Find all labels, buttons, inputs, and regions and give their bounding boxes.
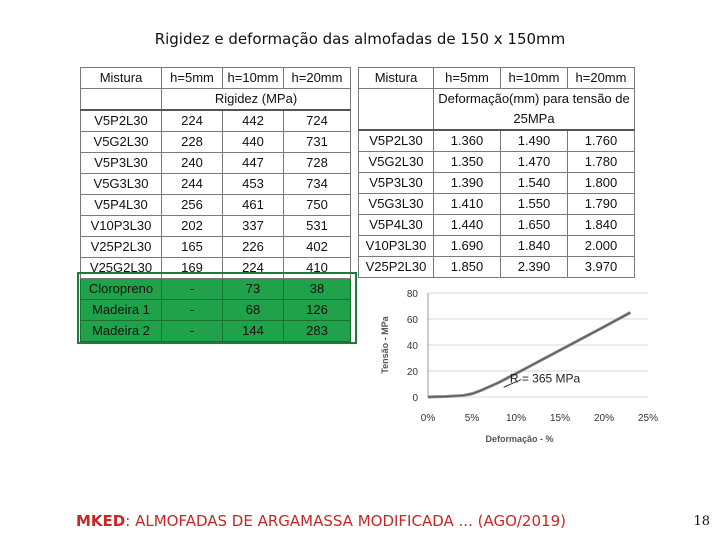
rigidez-header-cell: Mistura <box>81 68 162 89</box>
rigidez-value-cell: 442 <box>223 110 284 132</box>
rigidez-row <box>81 132 351 153</box>
footer-brand: MKED <box>76 512 126 530</box>
deformacao-mix-cell: V10P3L30 <box>359 236 434 257</box>
rigidez-mix-cell: V25P2L30 <box>81 237 162 258</box>
deformacao-value-cell: 1.490 <box>501 130 568 152</box>
rigidez-header-row <box>81 68 351 89</box>
rigidez-value-cell: 144 <box>223 321 284 342</box>
rigidez-value-cell: 240 <box>162 153 223 174</box>
rigidez-value-cell: 410 <box>284 258 351 279</box>
deformacao-header-cell: Mistura <box>359 68 434 89</box>
rigidez-mix-cell: Cloropreno <box>81 279 162 300</box>
rigidez-header-cell: h=5mm <box>162 68 223 89</box>
rigidez-value-cell: 226 <box>223 237 284 258</box>
rigidez-value-cell: 447 <box>223 153 284 174</box>
deformacao-subheader-blank <box>359 89 434 131</box>
rigidez-row <box>81 216 351 237</box>
rigidez-row <box>81 258 351 279</box>
rigidez-value-cell: 531 <box>284 216 351 237</box>
rigidez-header-cell: h=20mm <box>284 68 351 89</box>
rigidez-value-cell: - <box>162 279 223 300</box>
rigidez-value-cell: 283 <box>284 321 351 342</box>
deformacao-subheader-row <box>359 89 635 131</box>
deformacao-value-cell: 1.790 <box>568 194 635 215</box>
rigidez-value-cell: - <box>162 321 223 342</box>
rigidez-value-cell: 734 <box>284 174 351 195</box>
stress-strain-chart <box>370 280 670 445</box>
deformacao-value-cell: 1.360 <box>434 130 501 152</box>
rigidez-row <box>81 153 351 174</box>
chart-y-tick-label: 40 <box>406 341 418 352</box>
chart-y-tick-label: 20 <box>406 367 418 378</box>
chart-x-tick-label: 10% <box>505 413 527 424</box>
chart-x-tick-label: 20% <box>593 413 615 424</box>
chart-x-label: Deformação - % <box>485 434 554 444</box>
rigidez-mix-cell: V5P4L30 <box>81 195 162 216</box>
rigidez-subheader-row <box>81 89 351 111</box>
slide-title: Rigidez e deformação das almofadas de 150 x 150mm <box>154 30 566 48</box>
rigidez-value-cell: 224 <box>223 258 284 279</box>
deformacao-header-cell: h=10mm <box>501 68 568 89</box>
rigidez-mix-cell: V25G2L30 <box>81 258 162 279</box>
rigidez-value-cell: 724 <box>284 110 351 132</box>
deformacao-mix-cell: V5G2L30 <box>359 152 434 173</box>
rigidez-value-cell: 256 <box>162 195 223 216</box>
rigidez-value-cell: 169 <box>162 258 223 279</box>
chart-y-label: Tensão - MPa <box>380 316 390 374</box>
deformacao-header-row <box>359 68 635 89</box>
rigidez-mix-cell: V5P3L30 <box>81 153 162 174</box>
deformacao-value-cell: 1.440 <box>434 215 501 236</box>
rigidez-value-cell: 202 <box>162 216 223 237</box>
deformacao-mix-cell: V5G3L30 <box>359 194 434 215</box>
rigidez-value-cell: 126 <box>284 300 351 321</box>
chart-x-tick-label: 15% <box>549 413 571 424</box>
footer-text: : ALMOFADAS DE ARGAMASSA MODIFICADA ... (AGO/2019) <box>125 512 566 530</box>
rigidez-mix-cell: V5G2L30 <box>81 132 162 153</box>
chart-y-tick-label: 0 <box>412 393 418 404</box>
chart-x-tick-label: 0% <box>420 413 436 424</box>
deformacao-row <box>359 236 635 257</box>
deformacao-row <box>359 130 635 152</box>
deformacao-value-cell: 1.690 <box>434 236 501 257</box>
rigidez-value-cell: 165 <box>162 237 223 258</box>
deformacao-value-cell: 1.840 <box>501 236 568 257</box>
deformacao-value-cell: 1.350 <box>434 152 501 173</box>
deformacao-row <box>359 152 635 173</box>
rigidez-row <box>81 279 351 300</box>
rigidez-row <box>81 174 351 195</box>
deformacao-value-cell: 3.970 <box>568 257 635 278</box>
rigidez-subheader-blank <box>81 89 162 111</box>
rigidez-subheader: Rigidez (MPa) <box>162 89 351 111</box>
deformacao-value-cell: 1.540 <box>501 173 568 194</box>
chart-annotation: R = 365 MPa <box>509 371 581 386</box>
deformacao-mix-cell: V5P4L30 <box>359 215 434 236</box>
chart-x-tick-label: 5% <box>464 413 480 424</box>
rigidez-value-cell: 440 <box>223 132 284 153</box>
rigidez-value-cell: 244 <box>162 174 223 195</box>
footer <box>76 512 566 530</box>
deformacao-row <box>359 173 635 194</box>
deformacao-header-cell: h=20mm <box>568 68 635 89</box>
rigidez-value-cell: 68 <box>223 300 284 321</box>
rigidez-value-cell: 402 <box>284 237 351 258</box>
deformacao-row <box>359 215 635 236</box>
deformacao-value-cell: 1.470 <box>501 152 568 173</box>
rigidez-row <box>81 195 351 216</box>
chart-x-tick-label: 25% <box>637 413 659 424</box>
rigidez-value-cell: 337 <box>223 216 284 237</box>
rigidez-value-cell: - <box>162 300 223 321</box>
deformacao-header-cell: h=5mm <box>434 68 501 89</box>
deformacao-value-cell: 1.650 <box>501 215 568 236</box>
rigidez-value-cell: 224 <box>162 110 223 132</box>
deformacao-value-cell: 1.390 <box>434 173 501 194</box>
rigidez-table <box>80 67 351 342</box>
chart-y-tick-label: 80 <box>406 289 418 300</box>
rigidez-value-cell: 228 <box>162 132 223 153</box>
rigidez-value-cell: 38 <box>284 279 351 300</box>
deformacao-value-cell: 1.850 <box>434 257 501 278</box>
rigidez-row <box>81 110 351 132</box>
rigidez-value-cell: 731 <box>284 132 351 153</box>
deformacao-value-cell: 1.760 <box>568 130 635 152</box>
deformacao-value-cell: 1.410 <box>434 194 501 215</box>
rigidez-value-cell: 73 <box>223 279 284 300</box>
deformacao-mix-cell: V5P3L30 <box>359 173 434 194</box>
rigidez-mix-cell: Madeira 2 <box>81 321 162 342</box>
rigidez-mix-cell: V5P2L30 <box>81 110 162 132</box>
deformacao-mix-cell: V25P2L30 <box>359 257 434 278</box>
rigidez-mix-cell: V5G3L30 <box>81 174 162 195</box>
deformacao-value-cell: 1.840 <box>568 215 635 236</box>
rigidez-value-cell: 453 <box>223 174 284 195</box>
deformacao-value-cell: 1.800 <box>568 173 635 194</box>
chart-y-tick-label: 60 <box>406 315 418 326</box>
deformacao-value-cell: 1.780 <box>568 152 635 173</box>
deformacao-table <box>358 67 635 278</box>
page-number: 18 <box>693 514 710 529</box>
deformacao-mix-cell: V5P2L30 <box>359 130 434 152</box>
deformacao-row <box>359 194 635 215</box>
rigidez-row <box>81 237 351 258</box>
deformacao-value-cell: 1.550 <box>501 194 568 215</box>
rigidez-header-cell: h=10mm <box>223 68 284 89</box>
deformacao-subheader: Deformação(mm) para tensão de 25MPa <box>434 89 635 131</box>
rigidez-row <box>81 300 351 321</box>
rigidez-value-cell: 750 <box>284 195 351 216</box>
rigidez-value-cell: 728 <box>284 153 351 174</box>
rigidez-mix-cell: Madeira 1 <box>81 300 162 321</box>
deformacao-value-cell: 2.000 <box>568 236 635 257</box>
deformacao-value-cell: 2.390 <box>501 257 568 278</box>
rigidez-value-cell: 461 <box>223 195 284 216</box>
rigidez-mix-cell: V10P3L30 <box>81 216 162 237</box>
rigidez-row <box>81 321 351 342</box>
deformacao-row <box>359 257 635 278</box>
